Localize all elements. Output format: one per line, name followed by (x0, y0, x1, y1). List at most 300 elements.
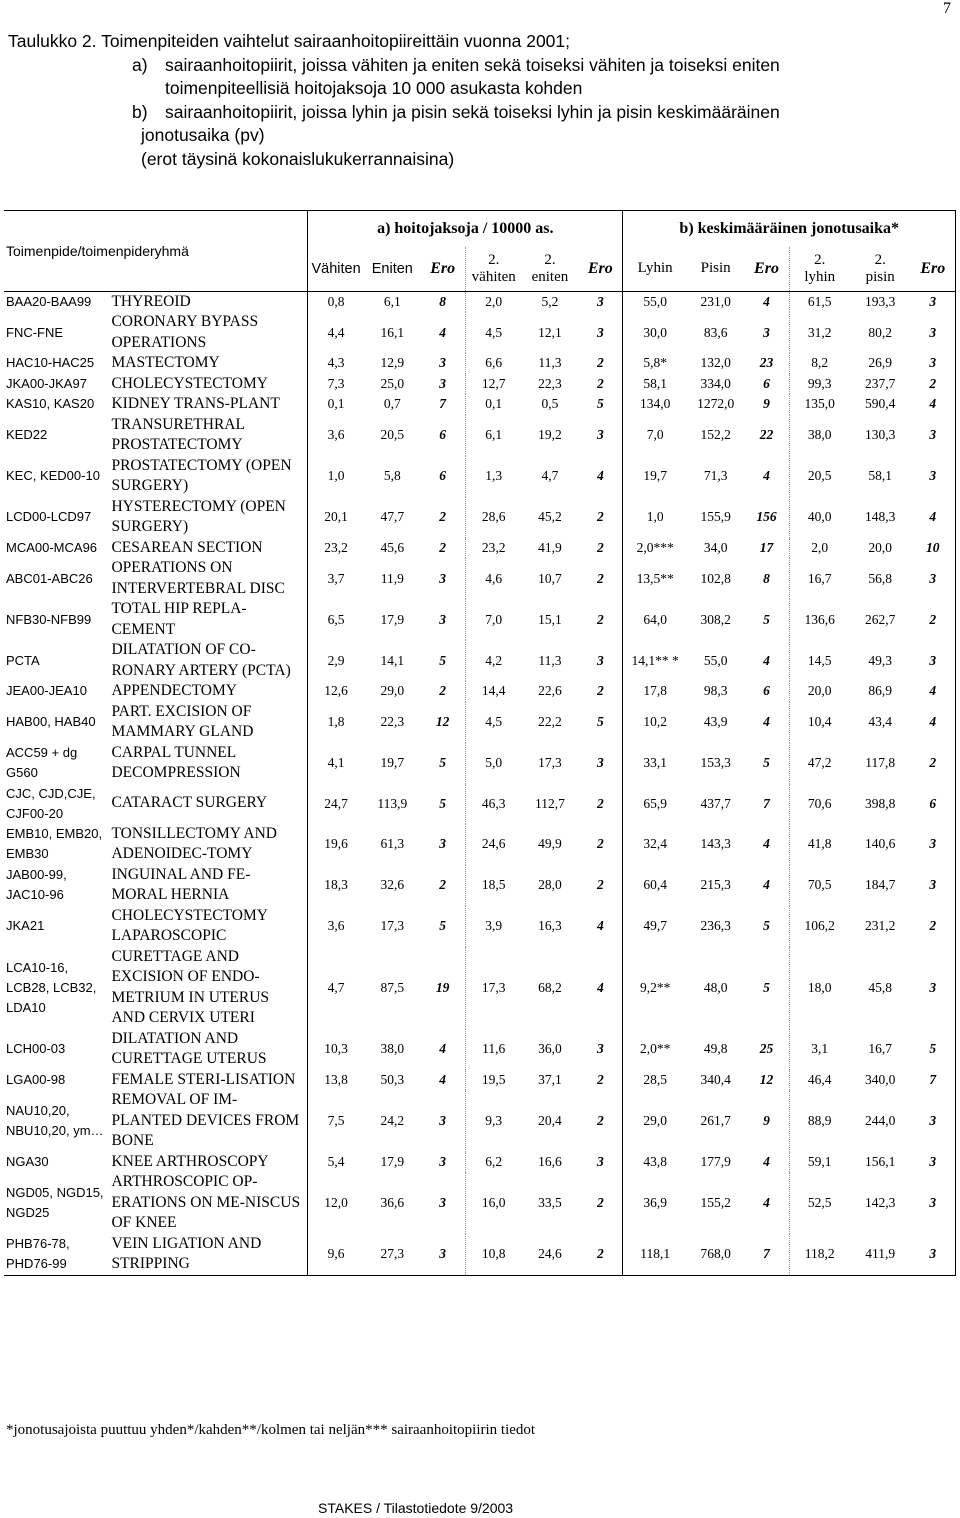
ero-cell: 17 (759, 539, 774, 555)
value-cell: 32,4 (623, 824, 687, 865)
value-cell: 3,7 (308, 558, 364, 599)
value-cell: 18,3 (308, 865, 364, 906)
ero-cell: 2 (911, 374, 956, 395)
col-second-pisin (850, 247, 911, 291)
procedure-name: CARPAL TUNNEL DECOMPRESSION (111, 743, 241, 781)
col-second-lyhin-label: lyhin (804, 268, 836, 285)
value-cell: 27,3 (364, 1234, 420, 1276)
table-row (4, 312, 956, 353)
ero-cell: 2 (439, 509, 447, 524)
value-cell: 61,5 (789, 291, 850, 312)
ero-cell: 3 (911, 558, 956, 599)
ero-cell: 5 (596, 714, 604, 729)
ero-cell: 3 (596, 293, 604, 309)
value-cell: 19,5 (465, 1070, 521, 1091)
ero-cell: 9 (763, 1112, 770, 1128)
value-cell: 28,0 (538, 877, 562, 892)
value-cell: 23,2 (308, 538, 364, 559)
value-cell: 4,7 (308, 947, 364, 1029)
ero-cell: 12 (759, 1071, 774, 1087)
table-row (4, 1152, 956, 1173)
value-cell: 17,9 (380, 1153, 405, 1169)
ero-cell: 3 (763, 324, 770, 340)
ero-cell: 3 (911, 865, 956, 906)
value-cell: 113,9 (377, 795, 408, 811)
ero-cell: 2 (911, 743, 956, 784)
ero-cell: 5 (439, 918, 447, 933)
ero-cell: 5 (763, 611, 770, 627)
ero-cell: 3 (911, 824, 956, 865)
value-cell: 11,6 (465, 1029, 521, 1070)
ero-cell: 2 (596, 375, 604, 391)
table-row (4, 1172, 956, 1234)
ero-cell: 2 (578, 1234, 623, 1276)
value-cell: 9,6 (308, 1234, 364, 1276)
value-cell: 16,1 (380, 324, 405, 340)
value-cell: 20,0 (868, 539, 893, 555)
value-cell: 20,5 (789, 456, 850, 497)
ero-cell: 2 (596, 795, 604, 811)
value-cell: 46,3 (465, 784, 521, 824)
procedure-name: CHOLECYSTECTOMY (111, 374, 268, 392)
value-cell: 17,3 (465, 947, 521, 1029)
ero-cell: 4 (763, 714, 770, 729)
value-cell: 33,1 (623, 743, 687, 784)
col-eniten: Eniten (364, 247, 420, 291)
ero-cell: 2 (596, 1071, 604, 1087)
value-cell: 10,7 (538, 570, 562, 586)
group-a-header: a) hoitojaksoja / 10000 as. (308, 211, 623, 248)
procedure-code: JKA00-JKA97 (6, 375, 87, 391)
ero-cell: 3 (911, 947, 956, 1029)
value-cell: 59,1 (789, 1152, 850, 1173)
value-cell: 20,0 (789, 681, 850, 702)
caption-b-line1 (8, 101, 953, 125)
value-cell: 4,4 (308, 312, 364, 353)
table-row (4, 599, 956, 640)
value-cell: 7,0 (623, 415, 687, 456)
col-second-eniten (522, 247, 578, 291)
ero-cell: 5 (439, 795, 447, 811)
value-cell: 33,5 (538, 1194, 562, 1210)
value-cell: 19,2 (538, 427, 562, 442)
value-cell: 64,0 (623, 599, 687, 640)
value-cell: 12,1 (538, 324, 562, 340)
procedure-code: JEA00-JEA10 (6, 683, 87, 699)
value-cell: 102,8 (700, 570, 731, 586)
value-cell: 45,2 (538, 509, 562, 524)
value-cell: 56,8 (868, 570, 893, 586)
footnote: *jonotusajoista puuttuu yhden*/kahden**/kolmen tai neljän*** sairaanhoitopiirin tiedot (6, 1422, 536, 1438)
ero-cell: 7 (911, 1070, 956, 1091)
ero-cell: 2 (596, 1112, 604, 1128)
table-row (4, 640, 956, 681)
col-ero-a2: Ero (578, 247, 623, 291)
procedure-code: CJC, CJD,CJE, CJF00-20 (6, 785, 96, 821)
value-cell: 155,9 (700, 509, 731, 524)
table-row (4, 784, 956, 824)
table-row (4, 353, 956, 374)
value-cell: 3,1 (789, 1029, 850, 1070)
value-cell: 153,3 (700, 755, 731, 770)
ero-cell: 6 (763, 375, 770, 391)
value-cell: 0,7 (383, 396, 401, 412)
value-cell: 24,2 (380, 1112, 405, 1128)
table-row (4, 1070, 956, 1091)
procedure-name: FEMALE STERI-LISATION (111, 1070, 296, 1088)
value-cell: 2,0** (623, 1029, 687, 1070)
value-cell: 0,5 (541, 396, 559, 412)
value-cell: 4,3 (308, 353, 364, 374)
ero-cell: 23 (759, 355, 774, 371)
value-cell: 118,1 (623, 1234, 687, 1276)
value-cell: 9,3 (465, 1090, 521, 1152)
col-ero-b2: Ero (911, 247, 956, 291)
procedure-name: DILATATION AND CURETTAGE UTERUS (111, 1029, 267, 1067)
value-cell: 6,5 (308, 599, 364, 640)
value-cell: 36,6 (380, 1194, 405, 1210)
value-cell: 61,3 (380, 836, 405, 851)
ero-cell: 2 (439, 683, 447, 699)
procedure-code: HAB00, HAB40 (6, 714, 96, 729)
col-second-lyhin (789, 247, 850, 291)
ero-cell: 5 (596, 396, 604, 412)
col-second-vahiten (465, 247, 521, 291)
value-cell: 2,9 (308, 640, 364, 681)
caption-b-label: b) (132, 101, 148, 122)
col-pisin: Pisin (687, 247, 745, 291)
page-number: 7 (943, 0, 951, 17)
procedure-name: TRANSURETHRAL PROSTATECTOMY (111, 415, 245, 453)
procedure-name: KIDNEY TRANS-PLANT (111, 395, 280, 412)
value-cell: 5,0 (465, 743, 521, 784)
ero-cell: 5 (439, 755, 447, 770)
procedure-code: PHB76-78, PHD76-99 (4, 1234, 109, 1276)
table-row (4, 394, 956, 415)
value-cell: 13,5** (623, 558, 687, 599)
value-cell: 31,2 (789, 312, 850, 353)
value-cell: 30,0 (623, 312, 687, 353)
ero-cell: 22 (759, 427, 774, 442)
table-row (4, 1234, 956, 1276)
value-cell: 4,2 (465, 640, 521, 681)
table-row (4, 702, 956, 743)
value-cell: 14,4 (465, 681, 521, 702)
value-cell: 14,1 (380, 652, 405, 668)
ero-cell: 5 (911, 1029, 956, 1070)
value-cell: 768,0 (687, 1234, 745, 1276)
ero-cell: 4 (763, 293, 770, 309)
procedure-name: APPENDECTOMY (111, 682, 237, 699)
ero-cell: 7 (763, 795, 770, 811)
value-cell: 49,7 (623, 906, 687, 947)
table-row (4, 1090, 956, 1152)
value-cell: 156,1 (865, 1153, 896, 1169)
value-cell: 152,2 (700, 427, 731, 442)
ero-cell: 2 (439, 877, 447, 892)
ero-cell: 2 (596, 539, 604, 555)
value-cell: 36,0 (538, 1041, 562, 1056)
value-cell: 590,4 (865, 396, 896, 412)
value-cell: 17,9 (380, 611, 405, 627)
value-cell: 7,5 (308, 1090, 364, 1152)
value-cell: 10,3 (308, 1029, 364, 1070)
ero-cell: 3 (911, 1172, 956, 1234)
ero-cell: 2 (596, 355, 604, 371)
value-cell: 10,2 (623, 702, 687, 743)
procedure-code: KEC, KED00-10 (6, 468, 100, 483)
value-cell: 26,9 (868, 355, 893, 371)
value-cell: 5,4 (308, 1152, 364, 1173)
value-cell: 2,0 (789, 538, 850, 559)
value-cell: 6,1 (383, 293, 401, 309)
value-cell: 16,0 (465, 1172, 521, 1234)
value-cell: 7,0 (465, 599, 521, 640)
value-cell: 9,2** (623, 947, 687, 1029)
col-second-vahiten-label: vähiten (471, 268, 516, 285)
table-row (4, 824, 956, 865)
table-row (4, 743, 956, 784)
col-second-pisin-label: pisin (865, 268, 895, 285)
ero-cell: 12 (435, 714, 450, 729)
ero-cell: 3 (421, 1234, 466, 1276)
ero-cell: 6 (911, 784, 956, 824)
procedure-name: KNEE ARTHROSCOPY (111, 1152, 269, 1170)
value-cell: 236,3 (700, 918, 731, 933)
ero-cell: 4 (596, 468, 604, 483)
procedure-name: REMOVAL OF IM-PLANTED DEVICES FROM BONE (111, 1091, 300, 1149)
procedure-code: JKA21 (6, 918, 45, 933)
value-cell: 6,2 (465, 1152, 521, 1173)
procedure-code: PCTA (6, 652, 40, 668)
value-cell: 11,9 (380, 570, 404, 586)
procedure-name: HYSTERECTOMY (OPEN SURGERY) (111, 497, 286, 535)
value-cell: 3,6 (308, 906, 364, 947)
value-cell: 12,0 (308, 1172, 364, 1234)
value-cell: 3,6 (308, 415, 364, 456)
value-cell: 244,0 (865, 1112, 896, 1128)
value-cell: 134,0 (623, 394, 687, 415)
value-cell: 14,1** * (623, 640, 687, 681)
ero-cell: 2 (911, 599, 956, 640)
procedure-name: CURETTAGE AND EXCISION OF ENDO-METRIUM IN UTERUS AND CERVIX UTERI (111, 947, 270, 1026)
ero-cell: 4 (439, 1071, 447, 1087)
value-cell: 308,2 (700, 611, 731, 627)
ero-cell: 3 (439, 611, 447, 627)
table-row (4, 947, 956, 1029)
ero-cell: 5 (763, 979, 770, 995)
value-cell: 46,4 (789, 1070, 850, 1091)
value-cell: 43,9 (703, 714, 728, 729)
value-cell: 2,0*** (623, 538, 687, 559)
value-cell: 136,6 (789, 599, 850, 640)
ero-cell: 3 (911, 456, 956, 497)
value-cell: 1272,0 (697, 396, 735, 412)
ero-cell: 4 (596, 918, 604, 933)
value-cell: 37,1 (538, 1071, 562, 1087)
ero-cell: 2 (596, 877, 604, 892)
procedure-name: OPERATIONS ON INTERVERTEBRAL DISC (111, 559, 285, 597)
ero-cell: 4 (911, 681, 956, 702)
value-cell: 29,0 (380, 683, 405, 699)
table-row (4, 558, 956, 599)
value-cell: 6,6 (465, 353, 521, 374)
procedure-code: MCA00-MCA96 (6, 539, 98, 555)
procedure-name: CESAREAN SECTION (111, 538, 263, 556)
value-cell: 86,9 (868, 683, 893, 699)
value-cell: 58,1 (623, 374, 687, 395)
procedure-code: BAA20-BAA99 (6, 293, 92, 309)
procedure-name: CHOLECYSTECTOMY LAPAROSCOPIC (111, 906, 268, 944)
value-cell: 10,8 (465, 1234, 521, 1276)
value-cell: 88,9 (789, 1090, 850, 1152)
ero-cell: 3 (911, 415, 956, 456)
table-caption (8, 30, 953, 171)
ero-cell: 3 (596, 1041, 604, 1056)
procedure-code: ACC59 + dg G560 (6, 745, 78, 780)
ero-cell: 2 (911, 906, 956, 947)
value-cell: 68,2 (538, 979, 562, 995)
value-cell: 20,5 (380, 427, 405, 442)
ero-cell: 2 (439, 539, 447, 555)
value-cell: 11,3 (538, 355, 562, 371)
value-cell: 17,3 (380, 918, 405, 933)
ero-cell: 9 (763, 396, 770, 412)
col-second-eniten-num: 2. (544, 251, 556, 268)
value-cell: 14,5 (789, 640, 850, 681)
ero-cell: 4 (763, 836, 770, 851)
value-cell: 143,3 (700, 836, 731, 851)
ero-cell: 19 (435, 979, 450, 995)
table-body (4, 291, 956, 1275)
value-cell: 148,3 (865, 509, 896, 524)
table-row (4, 374, 956, 395)
ero-cell: 10 (911, 538, 956, 559)
value-cell: 132,0 (700, 355, 731, 371)
ero-cell: 3 (596, 652, 604, 668)
ero-cell: 4 (763, 1153, 770, 1169)
value-cell: 20,1 (308, 497, 364, 538)
value-cell: 1,8 (308, 702, 364, 743)
value-cell: 29,0 (623, 1090, 687, 1152)
value-cell: 4,6 (465, 558, 521, 599)
ero-cell: 3 (911, 640, 956, 681)
ero-cell: 3 (596, 755, 604, 770)
ero-cell: 2 (596, 683, 604, 699)
procedure-code: JAB00-99, JAC10-96 (6, 867, 67, 902)
value-cell: 12,9 (380, 355, 405, 371)
ero-cell: 4 (911, 497, 956, 538)
value-cell: 38,0 (380, 1041, 405, 1056)
ero-cell: 5 (439, 652, 447, 668)
ero-cell: 3 (911, 353, 956, 374)
value-cell: 0,8 (308, 291, 364, 312)
ero-cell: 4 (763, 652, 770, 668)
ero-cell: 3 (596, 324, 604, 340)
ero-cell: 4 (763, 877, 770, 892)
value-cell: 87,5 (380, 979, 405, 995)
ero-cell: 2 (596, 570, 604, 586)
ero-cell: 3 (911, 1090, 956, 1152)
value-cell: 58,1 (868, 468, 893, 483)
group-b-header: b) keskimääräinen jonotusaika* (623, 211, 956, 248)
col-vahiten: Vähiten (308, 247, 364, 291)
value-cell: 40,0 (789, 497, 850, 538)
ero-cell: 4 (911, 702, 956, 743)
procedure-name: PROSTATECTOMY (OPEN SURGERY) (111, 456, 292, 494)
value-cell: 24,6 (522, 1234, 578, 1276)
ero-cell: 3 (439, 570, 447, 586)
value-cell: 41,8 (789, 824, 850, 865)
ero-cell: 6 (763, 683, 770, 699)
value-cell: 437,7 (700, 795, 731, 811)
procedure-code: KAS10, KAS20 (6, 396, 95, 412)
ero-cell: 6 (439, 468, 447, 483)
value-cell: 36,9 (623, 1172, 687, 1234)
value-cell: 13,8 (308, 1070, 364, 1091)
value-cell: 16,6 (538, 1153, 562, 1169)
value-cell: 215,3 (700, 877, 731, 892)
col-ero-a1: Ero (421, 247, 466, 291)
procedure-code: NAU10,20, NBU10,20, ym… (6, 1102, 104, 1138)
value-cell: 16,7 (789, 558, 850, 599)
caption-b-line2: jonotusaika (pv) (141, 125, 265, 145)
value-cell: 23,2 (465, 538, 521, 559)
value-cell: 50,3 (380, 1071, 405, 1087)
value-cell: 0,1 (308, 394, 364, 415)
col-second-eniten-label: eniten (531, 268, 569, 285)
value-cell: 32,6 (380, 877, 405, 892)
value-cell: 48,0 (703, 979, 728, 995)
procedure-name: INGUINAL AND FE-MORAL HERNIA (111, 865, 251, 903)
ero-cell: 2 (596, 836, 604, 851)
procedure-code: LCH00-03 (6, 1041, 66, 1056)
value-cell: 1,0 (623, 497, 687, 538)
procedure-name: CATARACT SURGERY (111, 794, 268, 812)
value-cell: 4,7 (541, 468, 559, 483)
ero-cell: 3 (911, 312, 956, 353)
ero-cell: 5 (763, 755, 770, 770)
value-cell: 19,6 (308, 824, 364, 865)
value-cell: 11,3 (538, 652, 562, 668)
value-cell: 71,3 (703, 468, 728, 483)
procedure-code: NGA30 (6, 1153, 49, 1169)
value-cell: 16,7 (868, 1041, 893, 1056)
caption-a-line1 (8, 54, 953, 78)
value-cell: 3,9 (465, 906, 521, 947)
footer: STAKES / Tilastotiedote 9/2003 (318, 1500, 514, 1516)
ero-cell: 5 (763, 918, 770, 933)
value-cell: 340,4 (700, 1071, 731, 1087)
caption-a-text: sairaanhoitopiirit, joissa vähiten ja eniten sekä toiseksi vähiten ja toiseksi eniten (165, 54, 780, 75)
value-cell: 43,8 (623, 1152, 687, 1173)
procedure-name: MASTECTOMY (111, 354, 220, 371)
table-row (4, 1029, 956, 1070)
procedure-name: DILATATION OF CO-RONARY ARTERY (PCTA) (111, 641, 291, 679)
value-cell: 24,6 (465, 824, 521, 865)
value-cell: 140,6 (865, 836, 896, 851)
ero-cell: 8 (439, 293, 447, 309)
value-cell: 5,8* (623, 353, 687, 374)
value-cell: 25,0 (380, 375, 405, 391)
ero-cell: 2 (596, 1194, 604, 1210)
col-second-pisin-num: 2. (874, 251, 886, 268)
table-row (4, 497, 956, 538)
ero-cell: 4 (763, 468, 770, 483)
ero-cell: 4 (596, 979, 604, 995)
value-cell: 38,0 (789, 415, 850, 456)
value-cell: 19,7 (380, 755, 405, 770)
